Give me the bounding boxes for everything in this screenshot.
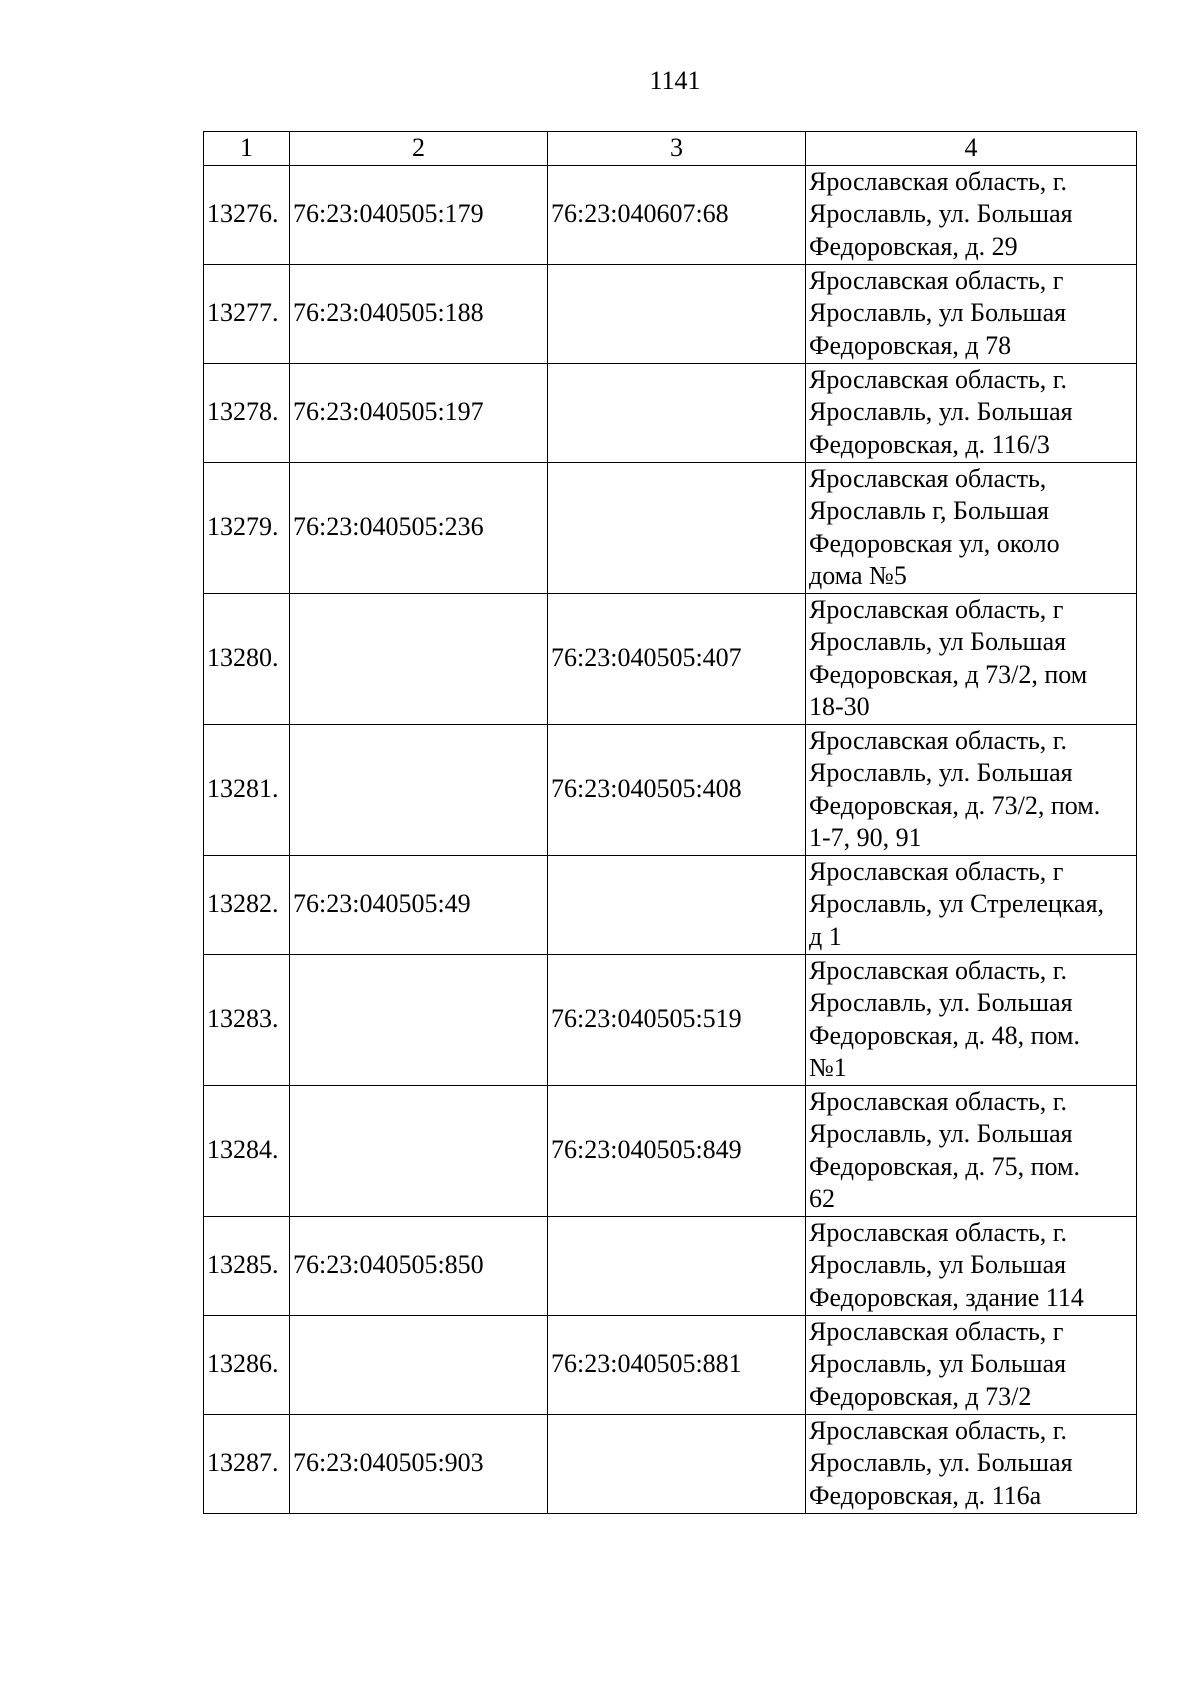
related-cadastral-number-cell: 76:23:040505:407 (548, 593, 806, 724)
address-line: Федоровская ул, около (809, 528, 1060, 558)
row-number-cell: 13282. (204, 855, 290, 954)
address-line: 62 (809, 1184, 835, 1213)
address-cell (806, 462, 1137, 593)
address-cell (806, 1085, 1137, 1216)
table-row (204, 165, 1137, 264)
address-line: Федоровская, д 78 (809, 330, 1012, 360)
cadastral-number-cell (290, 954, 548, 1085)
address-line: Федоровская, д 73/2, пом (809, 659, 1088, 689)
address-cell (806, 1216, 1137, 1315)
address-line: Ярославская область, г (809, 856, 1064, 886)
address-cell (806, 363, 1137, 462)
row-number-cell: 13278. (204, 363, 290, 462)
address-line: №1 (809, 1053, 847, 1082)
header-col-1: 1 (204, 132, 290, 166)
row-number-cell: 13279. (204, 462, 290, 593)
address-line: Ярославль, ул. Большая (809, 988, 1073, 1017)
address-line: Ярославль, ул. Большая (809, 1119, 1073, 1148)
address-line: Ярославль, ул Большая (809, 298, 1067, 328)
address-cell (806, 954, 1137, 1085)
address-line: Ярославская область, г (809, 265, 1064, 295)
table-header-row (204, 132, 1137, 166)
cadastral-number-cell (290, 1315, 548, 1414)
address-line: Федоровская, д. 73/2, пом. (809, 790, 1101, 820)
related-cadastral-number-cell (548, 855, 806, 954)
address-line: Федоровская, д. 29 (809, 231, 1018, 261)
address-line: Ярославль, ул. Большая (809, 758, 1073, 787)
cadastral-number-cell (290, 593, 548, 724)
table-row (204, 855, 1137, 954)
address-cell (806, 724, 1137, 855)
data-table (203, 131, 1137, 1514)
address-line: Ярославль, ул. Большая (809, 397, 1073, 427)
address-line: Федоровская, д. 75, пом. (809, 1151, 1080, 1181)
address-cell (806, 855, 1137, 954)
cadastral-number-cell: 76:23:040505:188 (290, 264, 548, 363)
table-row (204, 1216, 1137, 1315)
related-cadastral-number-cell: 76:23:040505:519 (548, 954, 806, 1085)
related-cadastral-number-cell (548, 363, 806, 462)
table-body (204, 165, 1137, 1513)
table-row (204, 1414, 1137, 1513)
table-row (204, 954, 1137, 1085)
address-line: Федоровская, д. 116а (809, 1480, 1042, 1510)
related-cadastral-number-cell: 76:23:040505:849 (548, 1085, 806, 1216)
table-row (204, 1315, 1137, 1414)
table-row (204, 1085, 1137, 1216)
address-cell (806, 165, 1137, 264)
address-line: Ярославль, ул Большая (809, 1250, 1067, 1280)
cadastral-number-cell: 76:23:040505:236 (290, 462, 548, 593)
address-line: Ярославль, ул. Большая (809, 199, 1073, 229)
address-line: Ярославская область, г. (809, 955, 1068, 985)
address-line: Ярославская область, г. (809, 725, 1068, 755)
address-cell (806, 1414, 1137, 1513)
related-cadastral-number-cell (548, 1414, 806, 1513)
row-number-cell: 13277. (204, 264, 290, 363)
row-number-cell: 13283. (204, 954, 290, 1085)
address-line: д 1 (809, 921, 842, 951)
row-number-cell: 13276. (204, 165, 290, 264)
address-line: Ярославская область, г (809, 594, 1064, 624)
related-cadastral-number-cell: 76:23:040505:881 (548, 1315, 806, 1414)
row-number-cell: 13284. (204, 1085, 290, 1216)
address-line: 18-30 (809, 692, 870, 721)
address-line: 1-7, 90, 91 (809, 823, 922, 852)
address-cell (806, 264, 1137, 363)
address-line: Федоровская, здание 114 (809, 1282, 1084, 1312)
address-line: Федоровская, д 73/2 (809, 1381, 1032, 1411)
address-line: Федоровская, д. 116/3 (809, 429, 1050, 459)
row-number-cell: 13286. (204, 1315, 290, 1414)
cadastral-number-cell: 76:23:040505:903 (290, 1414, 548, 1513)
header-col-2: 2 (290, 132, 548, 166)
address-line: Ярославская область, г. (809, 1086, 1068, 1116)
address-line: Ярославская область, г. (809, 1217, 1068, 1247)
cadastral-number-cell: 76:23:040505:179 (290, 165, 548, 264)
cadastral-number-cell: 76:23:040505:197 (290, 363, 548, 462)
address-line: дома №5 (809, 561, 907, 590)
row-number-cell: 13281. (204, 724, 290, 855)
table-row (204, 593, 1137, 724)
address-line: Ярославская область, г (809, 1316, 1064, 1346)
cadastral-number-cell (290, 724, 548, 855)
cadastral-number-cell: 76:23:040505:850 (290, 1216, 548, 1315)
table-row (204, 264, 1137, 363)
address-line: Ярославль, ул Большая (809, 627, 1067, 656)
address-line: Ярославская область, г. (809, 364, 1068, 394)
related-cadastral-number-cell (548, 1216, 806, 1315)
header-col-3: 3 (548, 132, 806, 166)
address-line: Ярославль, ул. Большая (809, 1448, 1073, 1478)
address-line: Федоровская, д. 48, пом. (809, 1020, 1080, 1050)
address-line: Ярославская область, (809, 463, 1047, 493)
cadastral-number-cell: 76:23:040505:49 (290, 855, 548, 954)
related-cadastral-number-cell: 76:23:040505:408 (548, 724, 806, 855)
header-col-4: 4 (806, 132, 1137, 166)
address-line: Ярославская область, г. (809, 166, 1068, 196)
address-line: Ярославль, ул Большая (809, 1349, 1067, 1379)
address-cell (806, 593, 1137, 724)
table-row (204, 462, 1137, 593)
row-number-cell: 13287. (204, 1414, 290, 1513)
address-cell (806, 1315, 1137, 1414)
page-number: 1141 (649, 66, 701, 95)
row-number-cell: 13280. (204, 593, 290, 724)
address-line: Ярославль г, Большая (809, 496, 1049, 525)
table-row (204, 724, 1137, 855)
related-cadastral-number-cell (548, 462, 806, 593)
row-number-cell: 13285. (204, 1216, 290, 1315)
table-row (204, 363, 1137, 462)
address-line: Ярославль, ул Стрелецкая, (809, 889, 1105, 919)
address-line: Ярославская область, г. (809, 1415, 1068, 1445)
related-cadastral-number-cell (548, 264, 806, 363)
cadastral-number-cell (290, 1085, 548, 1216)
related-cadastral-number-cell: 76:23:040607:68 (548, 165, 806, 264)
